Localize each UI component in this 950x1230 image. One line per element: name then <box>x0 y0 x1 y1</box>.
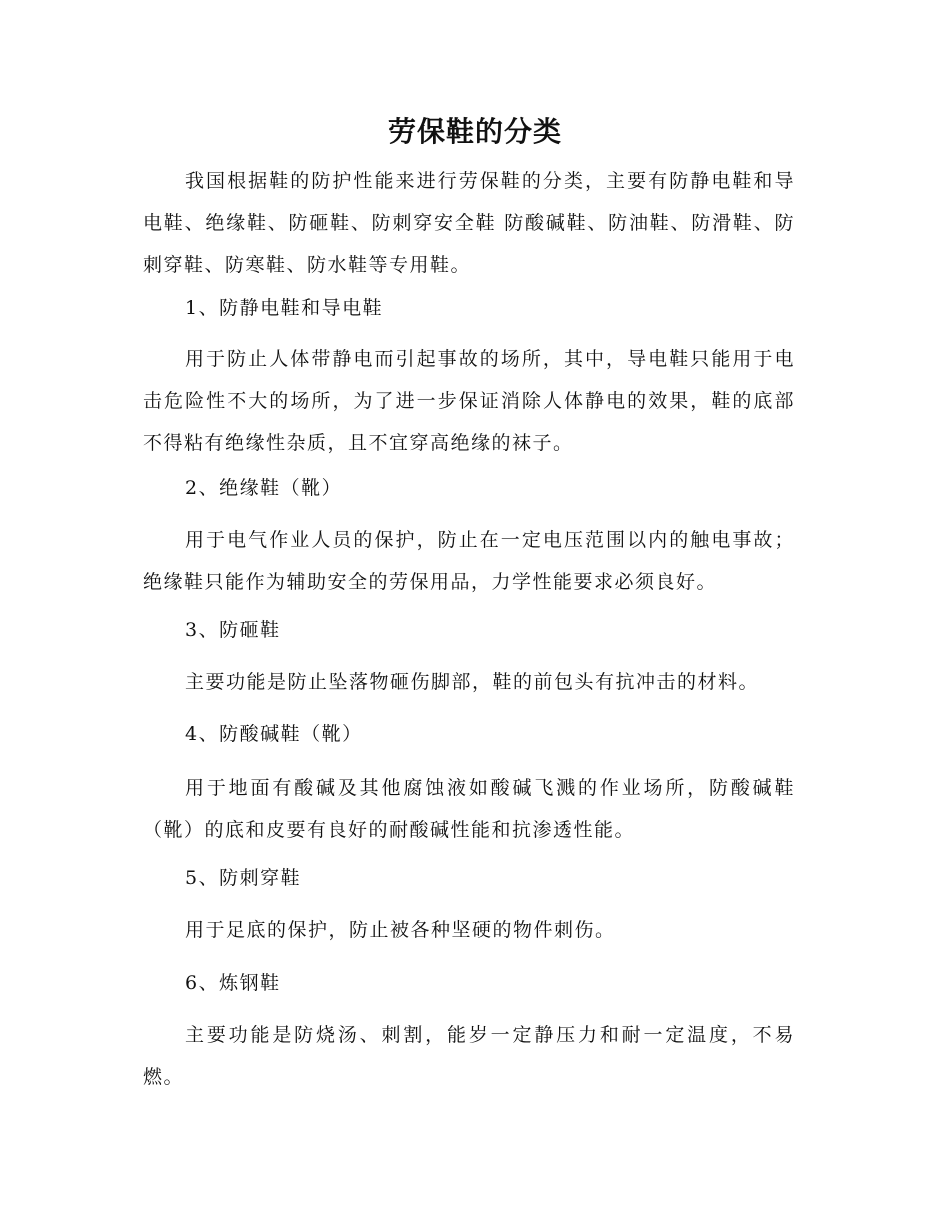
document-title: 劳保鞋的分类 <box>387 115 562 148</box>
section-heading-6: 6、炼钢鞋 <box>185 972 281 994</box>
section-body-4: 用于地面有酸碱及其他腐蚀液如酸碱飞溅的作业场所，防酸碱鞋（靴）的底和皮要有良好的耐酸碱性能和抗渗透性能。 <box>143 777 795 841</box>
intro-paragraph: 我国根据鞋的防护性能来进行劳保鞋的分类，主要有防静电鞋和导电鞋、绝缘鞋、防砸鞋、防刺穿安全鞋 防酸碱鞋、防油鞋、防滑鞋、防刺穿鞋、防寒鞋、防水鞋等专用鞋。 <box>143 170 795 276</box>
section-heading-2: 2、绝缘鞋（靴） <box>185 477 343 499</box>
section-heading-1: 1、防静电鞋和导电鞋 <box>185 297 384 319</box>
section-body-5: 用于足底的保护，防止被各种坚硬的物件刺伤。 <box>185 919 616 941</box>
section-heading-3: 3、防砸鞋 <box>185 619 281 641</box>
section-body-1: 用于防止人体带静电而引起事故的场所，其中，导电鞋只能用于电击危险性不大的场所，为了进一步保证消除人体静电的效果，鞋的底部不得粘有绝缘性杂质，且不宜穿高绝缘的袜子。 <box>143 348 795 454</box>
section-heading-5: 5、防刺穿鞋 <box>185 867 302 889</box>
section-body-2: 用于电气作业人员的保护，防止在一定电压范围以内的触电事故；绝缘鞋只能作为辅助安全的劳保用品，力学性能要求必须良好。 <box>143 529 795 593</box>
section-body-6: 主要功能是防烧汤、刺割，能岁一定静压力和耐一定温度，不易燃。 <box>143 1024 795 1088</box>
section-body-3: 主要功能是防止坠落物砸伤脚部，鞋的前包头有抗冲击的材料。 <box>185 671 760 693</box>
section-heading-4: 4、防酸碱鞋（靴） <box>185 723 363 745</box>
